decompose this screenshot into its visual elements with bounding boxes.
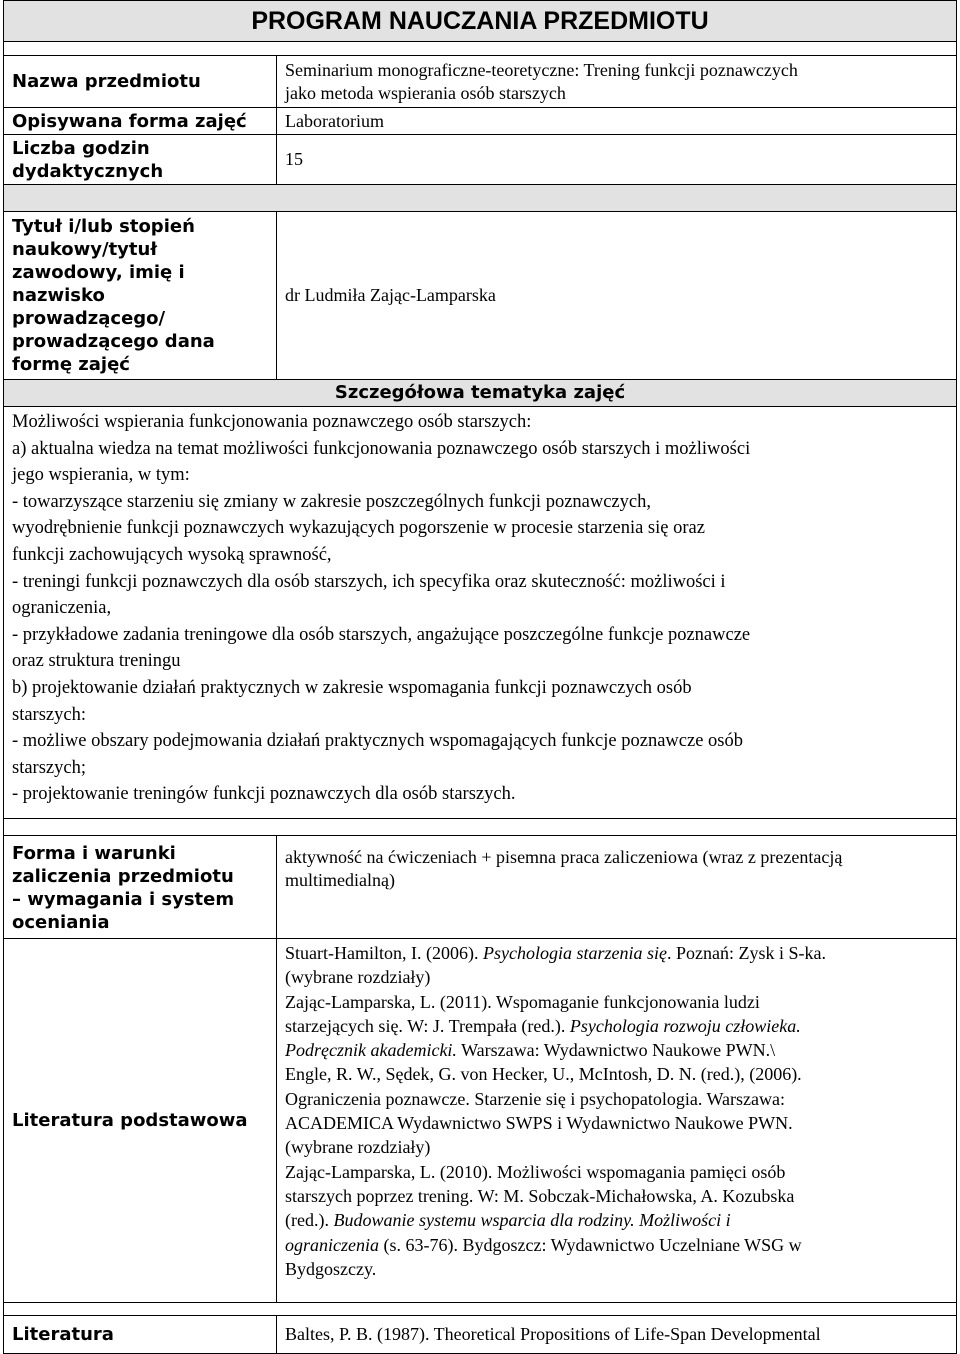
lit-line bbox=[285, 1233, 952, 1257]
form-label: Opisywana forma zajęć bbox=[4, 108, 277, 135]
lit-line: Zając-Lamparska, L. (2010). Możliwości wspomagania pamięci osób bbox=[285, 1161, 786, 1182]
lit-text: (red.). bbox=[285, 1210, 334, 1231]
topic-line: a) aktualna wiedza na temat możliwości funkcjonowania poznawczego osób starszych i możliwości bbox=[12, 438, 751, 459]
topic-line: starszych: bbox=[12, 704, 86, 725]
assessment-label-line: Forma i warunki bbox=[12, 843, 176, 864]
document-title: PROGRAM NAUCZANIA PRZEDMIOTU bbox=[4, 1, 957, 42]
lit-text: Warszawa: Wydawnictwo Naukowe PWN.\ bbox=[456, 1040, 776, 1061]
subject-label: Nazwa przedmiotu bbox=[4, 56, 277, 108]
literature-more-value: Baltes, P. B. (1987). Theoretical Propositions of Life-Span Developmental bbox=[277, 1316, 957, 1354]
lit-italic: Podręcznik akademicki. bbox=[285, 1040, 457, 1061]
lit-line: Ograniczenia poznawcze. Starzenie się i psychopatologia. Warszawa: bbox=[285, 1088, 786, 1109]
assessment-label-line: zaliczenia przedmiotu bbox=[12, 866, 234, 887]
teacher-label bbox=[4, 212, 277, 380]
spacer bbox=[4, 42, 957, 56]
lit-line bbox=[285, 1038, 952, 1062]
lit-line: starszych poprzez trening. W: M. Sobczak-Michałowska, A. Kozubska bbox=[285, 1185, 795, 1206]
lit-line bbox=[285, 1208, 952, 1232]
teacher-label-line: naukowy/tytuł bbox=[12, 239, 158, 260]
program-table bbox=[3, 0, 957, 1354]
hours-label-line: Liczba godzin bbox=[12, 137, 150, 159]
lit-italic: ograniczenia bbox=[285, 1234, 379, 1255]
assessment-label bbox=[4, 836, 277, 939]
lit-italic: Psychologia starzenia się bbox=[482, 943, 667, 963]
subject-value-line: jako metoda wspierania osób starszych bbox=[285, 82, 566, 103]
form-value: Laboratorium bbox=[277, 108, 957, 135]
lit-italic: Budowanie systemu wsparcia dla rodziny. Możliwości i bbox=[333, 1210, 731, 1231]
topic-line: Możliwości wspierania funkcjonowania poznawczego osób starszych: bbox=[12, 412, 532, 432]
hours-label bbox=[4, 135, 277, 185]
lit-line: Zając-Lamparska, L. (2011). Wspomaganie funkcjonowania ludzi bbox=[285, 991, 760, 1012]
lit-line: (wybrane rozdziały) bbox=[285, 1137, 431, 1158]
topics-body bbox=[4, 407, 957, 819]
lit-line: ACADEMICA Wydawnictwo SWPS i Wydawnictwo Naukowe PWN. bbox=[285, 1113, 793, 1134]
assessment-label-line: oceniania bbox=[12, 912, 110, 933]
lit-text: . Poznań: Zysk i S-ka. bbox=[666, 943, 826, 963]
hours-label-line: dydaktycznych bbox=[12, 160, 164, 182]
spacer bbox=[4, 1303, 957, 1316]
spacer bbox=[4, 819, 957, 836]
hours-value: 15 bbox=[277, 135, 957, 185]
lit-italic: Psychologia rozwoju człowieka. bbox=[569, 1015, 801, 1036]
topic-line: oraz struktura treningu bbox=[12, 651, 181, 672]
lit-text: starzejących się. W: J. Trempała (red.). bbox=[285, 1015, 570, 1036]
assessment-value-line: multimedialną) bbox=[285, 870, 395, 890]
teacher-label-line: nazwisko bbox=[12, 285, 105, 306]
topic-line: b) projektowanie działań praktycznych w zakresie wspomagania funkcji poznawczych osób bbox=[12, 677, 692, 698]
lit-text: (s. 63-76). Bydgoszcz: Wydawnictwo Uczelniane WSG w bbox=[379, 1234, 802, 1255]
assessment-value bbox=[277, 836, 957, 939]
teacher-label-line: prowadzącego/ bbox=[12, 308, 166, 329]
assessment-value-line: aktywność na ćwiczeniach + pisemna praca zaliczeniowa (wraz z prezentacją bbox=[285, 847, 843, 867]
assessment-label-line: – wymagania i system bbox=[12, 889, 235, 910]
lit-line: Bydgoszczy. bbox=[285, 1258, 377, 1279]
topic-line: jego wspierania, w tym: bbox=[12, 465, 190, 486]
subject-value-line: Seminarium monograficzne-teoretyczne: Trening funkcji poznawczych bbox=[285, 59, 798, 80]
lit-line bbox=[285, 941, 952, 965]
topic-line: - towarzyszące starzeniu się zmiany w zakresie poszczególnych funkcji poznawczych, bbox=[12, 491, 651, 512]
topic-line: funkcji zachowujących wysoką sprawność, bbox=[12, 544, 332, 565]
teacher-label-line: formę zajęć bbox=[12, 354, 130, 375]
literature-more-label: Literatura bbox=[4, 1316, 277, 1354]
teacher-label-line: prowadzącego dana bbox=[12, 331, 215, 352]
topic-line: - projektowanie treningów funkcji poznawczych dla osób starszych. bbox=[12, 784, 516, 805]
topic-line: - przykładowe zadania treningowe dla osób starszych, angażujące poszczególne funkcje poznawcze bbox=[12, 624, 751, 645]
lit-text: Stuart-Hamilton, I. (2006). bbox=[285, 943, 483, 963]
topic-line: ograniczenia, bbox=[12, 598, 112, 619]
lit-line: (wybrane rozdziały) bbox=[285, 967, 431, 988]
lit-line bbox=[285, 1014, 952, 1038]
topic-line: - treningi funkcji poznawczych dla osób starszych, ich specyfika oraz skuteczność: możliwości i bbox=[12, 571, 726, 592]
topic-line: - możliwe obszary podejmowania działań praktycznych wspomagających funkcje poznawcze osób bbox=[12, 731, 743, 752]
literature-basic-value bbox=[277, 939, 957, 1303]
teacher-value: dr Ludmiła Zając-Lamparska bbox=[277, 212, 957, 380]
separator-bar bbox=[4, 185, 957, 212]
teacher-label-line: Tytuł i/lub stopień bbox=[12, 216, 195, 237]
lit-line: Engle, R. W., Sędek, G. von Hecker, U., McIntosh, D. N. (red.), (2006). bbox=[285, 1064, 802, 1085]
teacher-label-line: zawodowy, imię i bbox=[12, 262, 185, 283]
topics-heading: Szczegółowa tematyka zajęć bbox=[4, 380, 957, 407]
literature-basic-label: Literatura podstawowa bbox=[4, 939, 277, 1303]
course-program-document bbox=[3, 0, 956, 1354]
topic-line: starszych; bbox=[12, 757, 86, 778]
subject-value bbox=[277, 56, 957, 108]
topic-line: wyodrębnienie funkcji poznawczych wykazujących pogorszenie w procesie starzenia się oraz bbox=[12, 518, 705, 539]
